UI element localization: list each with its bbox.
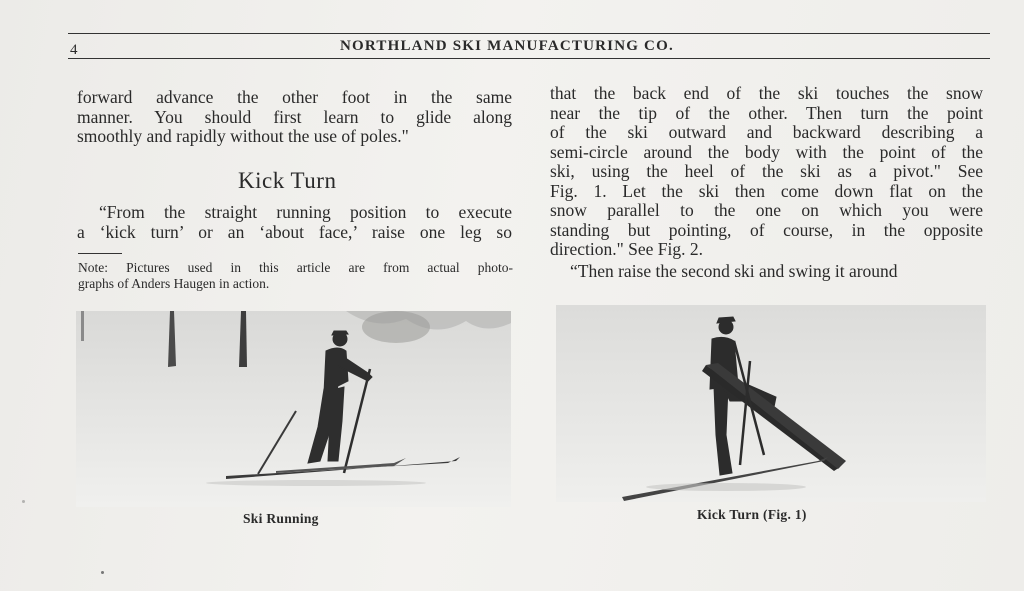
header-rule-bottom (68, 58, 990, 59)
running-head: NORTHLAND SKI MANUFACTURING CO. (340, 38, 674, 54)
text-line: Fig. 1. Let the ski then come down flat on the (550, 180, 983, 201)
photo-ski-running (76, 311, 511, 507)
text-line: manner. You should first learn to glide along (77, 106, 512, 127)
text-line: semi-circle around the body with the point of the (550, 141, 983, 162)
text-line: snow parallel to the one on which you were (550, 200, 983, 220)
section-heading: Kick Turn (238, 168, 337, 193)
text-line: near the tip of the other. Then turn the point (550, 102, 983, 123)
text-line: of the ski outward and backward describing a (550, 122, 983, 142)
right-paragraph-2 (550, 262, 983, 282)
text-line: ski, using the heel of the ski as a pivot." See (550, 161, 983, 181)
text-line: forward advance the other foot in the same (77, 87, 512, 107)
footnote-line: graphs of Anders Haugen in action. (78, 276, 270, 291)
text-line: “From the straight running position to execute (99, 202, 512, 222)
text-line: a ‘kick turn’ or an ‘about face,’ raise one leg so (77, 221, 512, 242)
text-line: that the back end of the ski touches the snow (550, 83, 983, 103)
left-paragraph-2 (77, 203, 512, 242)
footnote-rule (78, 253, 122, 254)
left-paragraph-1 (77, 88, 512, 147)
footnote-line: Note: Pictures used in this article are from actual photo- (78, 260, 513, 275)
caption-kick-turn: Kick Turn (Fig. 1) (697, 507, 807, 522)
text-line: standing but pointing, of course, in the opposite (550, 219, 983, 240)
paper-speck (101, 571, 104, 574)
caption-ski-running: Ski Running (243, 511, 319, 526)
right-paragraph-1 (550, 84, 983, 260)
page-number: 4 (70, 42, 78, 58)
text-line: smoothly and rapidly without the use of poles." (77, 126, 409, 146)
paper-speck (22, 500, 25, 503)
footnote (78, 260, 513, 292)
text-line: direction." See Fig. 2. (550, 239, 703, 259)
photo-kick-turn (556, 305, 986, 502)
header-rule-top (68, 33, 990, 34)
text-line: “Then raise the second ski and swing it around (570, 261, 898, 281)
